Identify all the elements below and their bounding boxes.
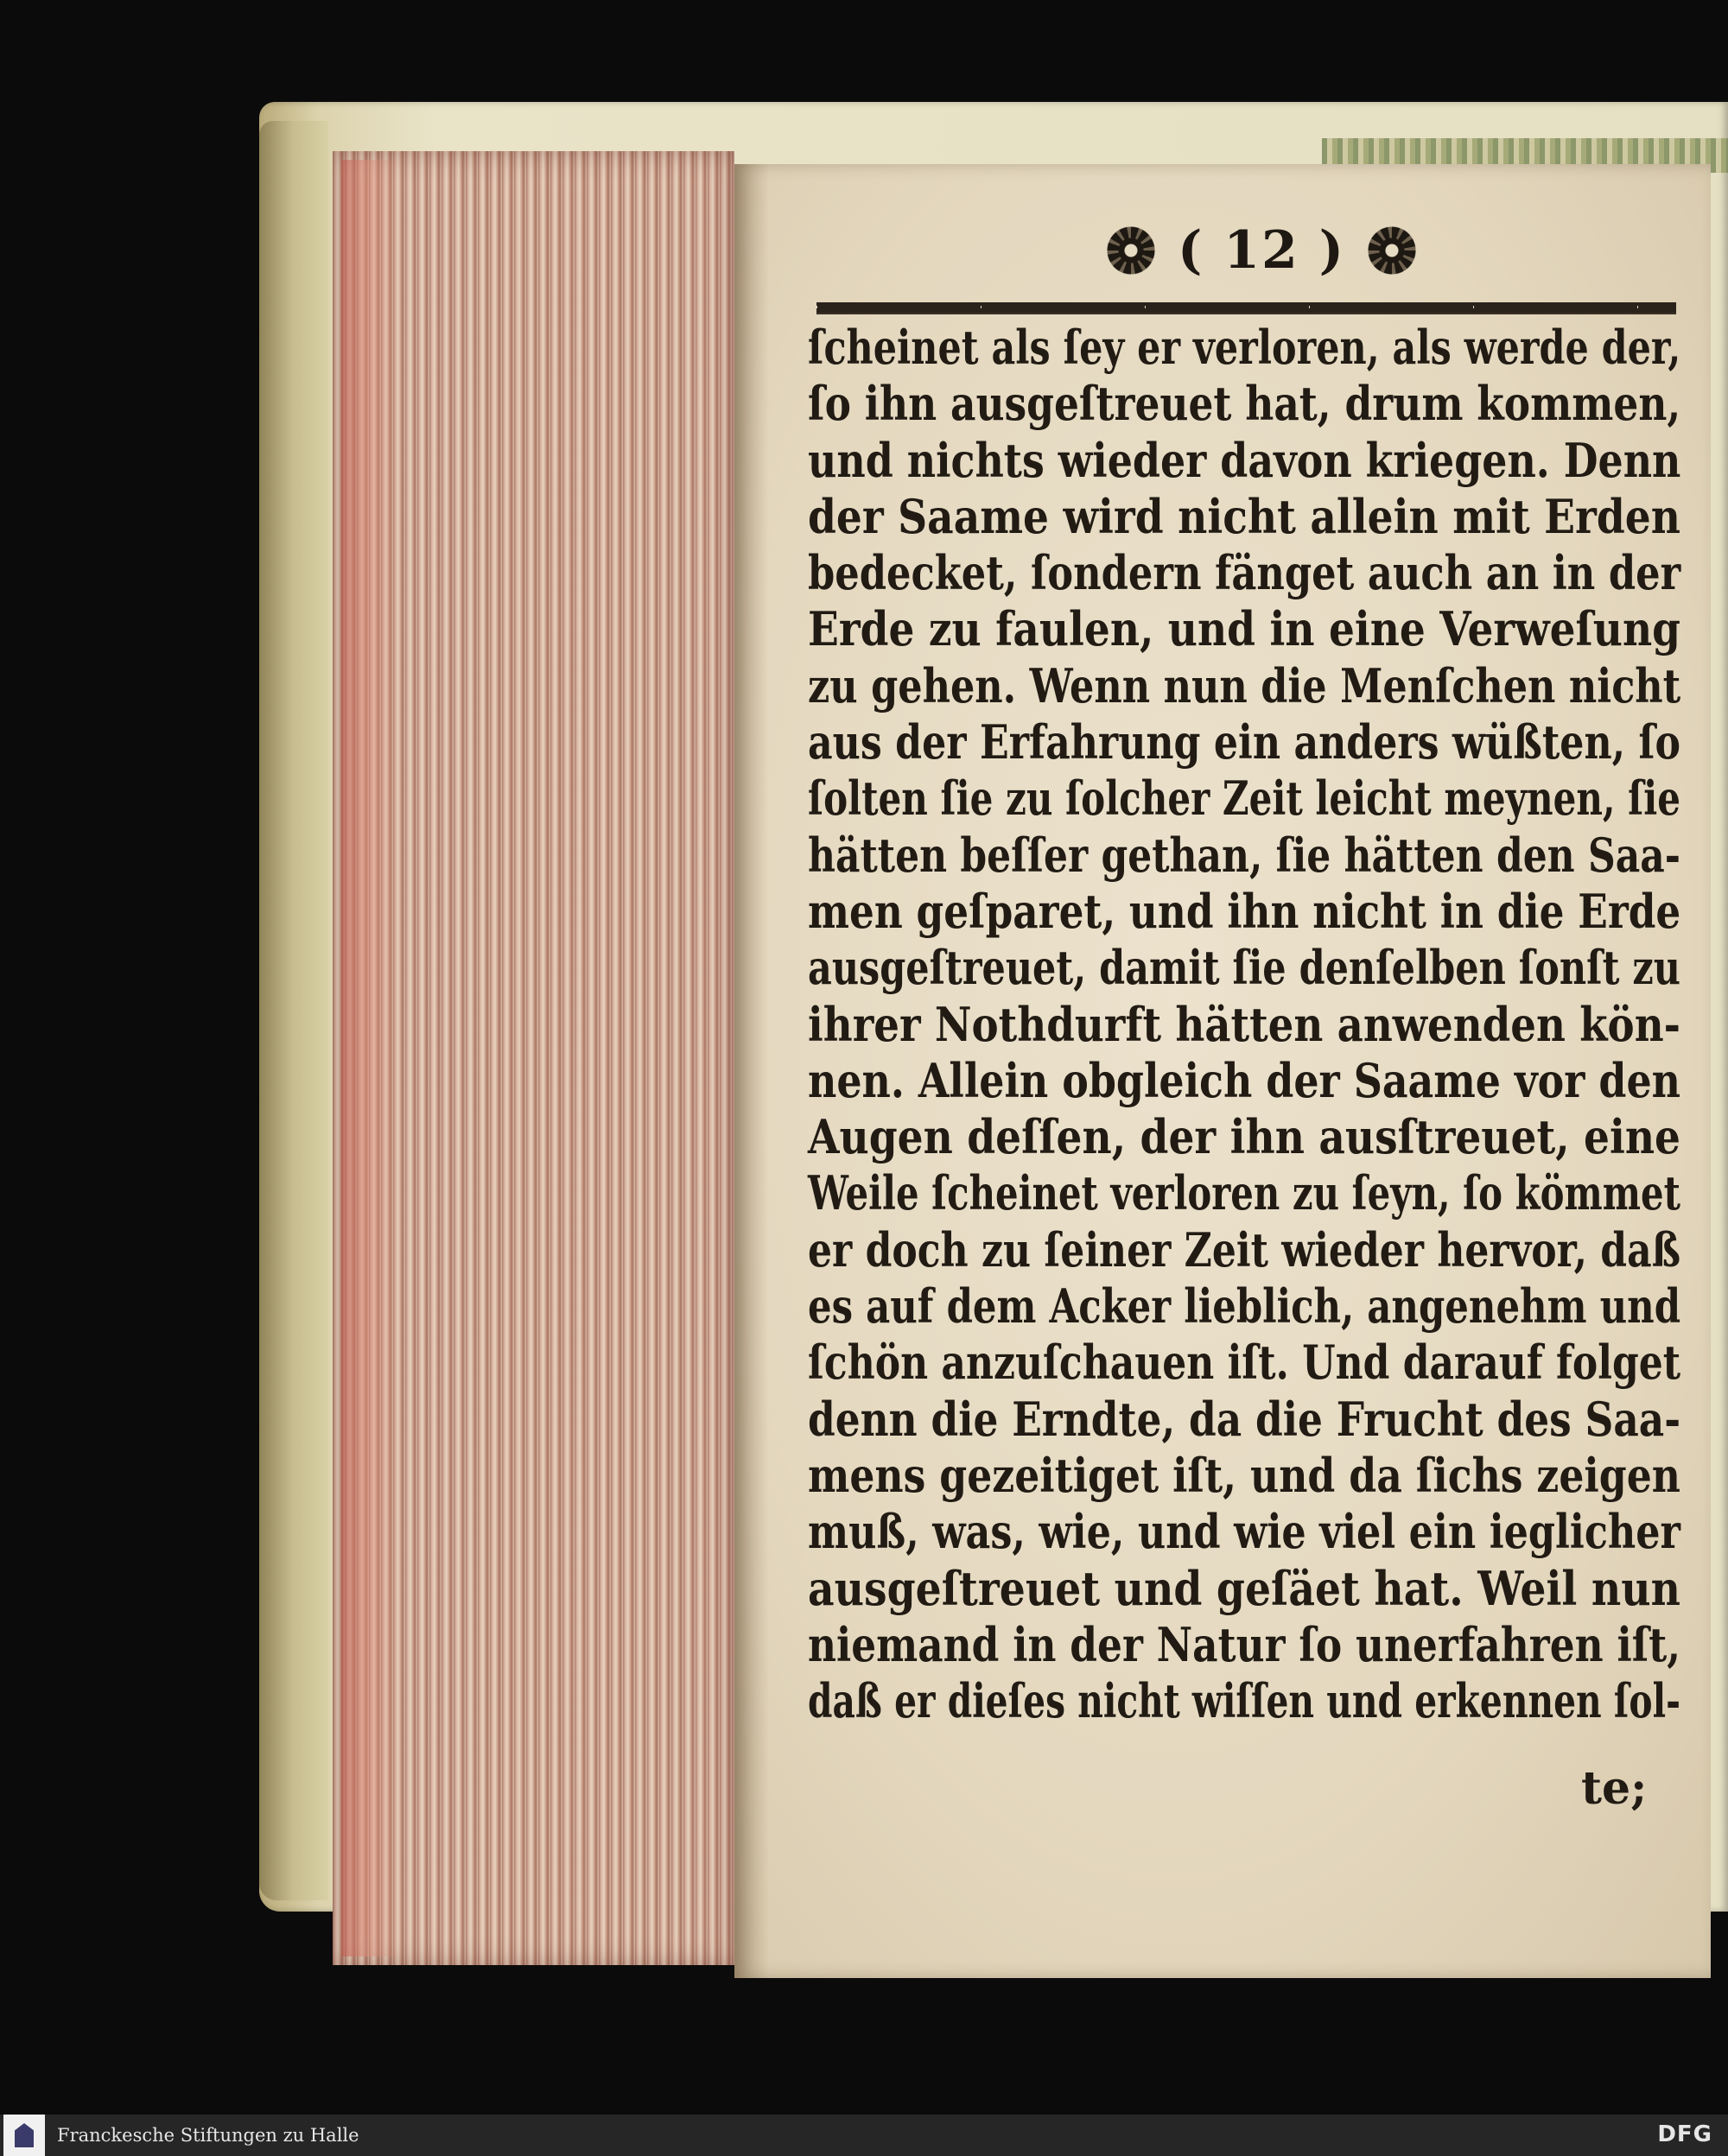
institution-name: Franckesche Stiftungen zu Halle [57,2125,359,2146]
text-line: nen. Allein obgleich der Saame vor den [808,1052,1680,1108]
text-line: aus der Erfahrung ein anders wüßten, ſo [808,714,1680,770]
text-line: ſo ihn ausgeſtreuet hat, drum kommen, [808,376,1681,432]
text-line: Augen deſſen, der ihn ausſtreuet, eine [808,1109,1680,1165]
text-line: niemand in der Natur ſo unerfahren iſt, [808,1616,1681,1672]
gutter-shadow [734,164,769,1978]
text-line: denn die Erndte, da die Frucht des Saa- [808,1391,1681,1447]
text-line: ausgeſtreuet und geſäet hat. Weil nun [808,1560,1680,1616]
running-header [1080,216,1443,285]
text-line: er doch zu ſeiner Zeit wieder hervor, daß [808,1221,1681,1278]
red-edge-staining [341,160,402,1956]
text-line: bedecket, ſondern fänget auch an in der [808,545,1681,601]
funder-logo: DFG [1657,2121,1712,2147]
viewer-footer [0,2115,1728,2156]
text-line: zu gehen. Wenn nun die Menſchen nicht [808,657,1681,713]
text-line: hätten beſſer gethan, ſie hätten den Saa- [808,827,1680,883]
text-line: der Saame wird nicht allein mit Erden [808,488,1680,544]
text-line: ſchön anzuſchauen iſt. Und darauf folget [808,1335,1681,1391]
text-line: mens gezeitiget iſt, und da ſichs zeigen [808,1447,1680,1503]
institution-logo-icon [3,2115,45,2156]
text-line: Weile ſcheinet verloren zu ſeyn, ſo kömmet [808,1165,1680,1221]
text-line: ihrer Nothdurft hätten anwenden kön- [808,996,1681,1052]
text-line: daß er dieſes nicht wiſſen und erkennen ſol- [808,1673,1680,1729]
text-line: ausgeſtreuet, damit ſie denſelben ſonſt zu [808,940,1681,996]
text-line: ſcheinet als ſey er verloren, als werde der, [808,320,1681,375]
catchword: te; [1581,1762,1648,1815]
header-rule [816,302,1676,313]
rosette-ornament-icon [1107,226,1155,275]
text-line: Erde zu faulen, und in eine Verweſung [808,601,1680,657]
text-line: es auf dem Acker lieblich, angenehm und [808,1278,1681,1335]
rosette-ornament-icon [1368,226,1416,275]
text-line: ſolten ſie zu ſolcher Zeit leicht meynen, ſie [808,770,1681,827]
body-text [808,320,1680,1729]
text-line: muß, was, wie, und wie viel ein ieglicher [808,1504,1680,1560]
cover-edge [259,121,328,1900]
text-line: men geſparet, und ihn nicht in die Erde [808,883,1681,939]
text-line: und nichts wieder davon kriegen. Denn [808,432,1681,488]
page-number: ( 12 ) [1177,220,1346,281]
